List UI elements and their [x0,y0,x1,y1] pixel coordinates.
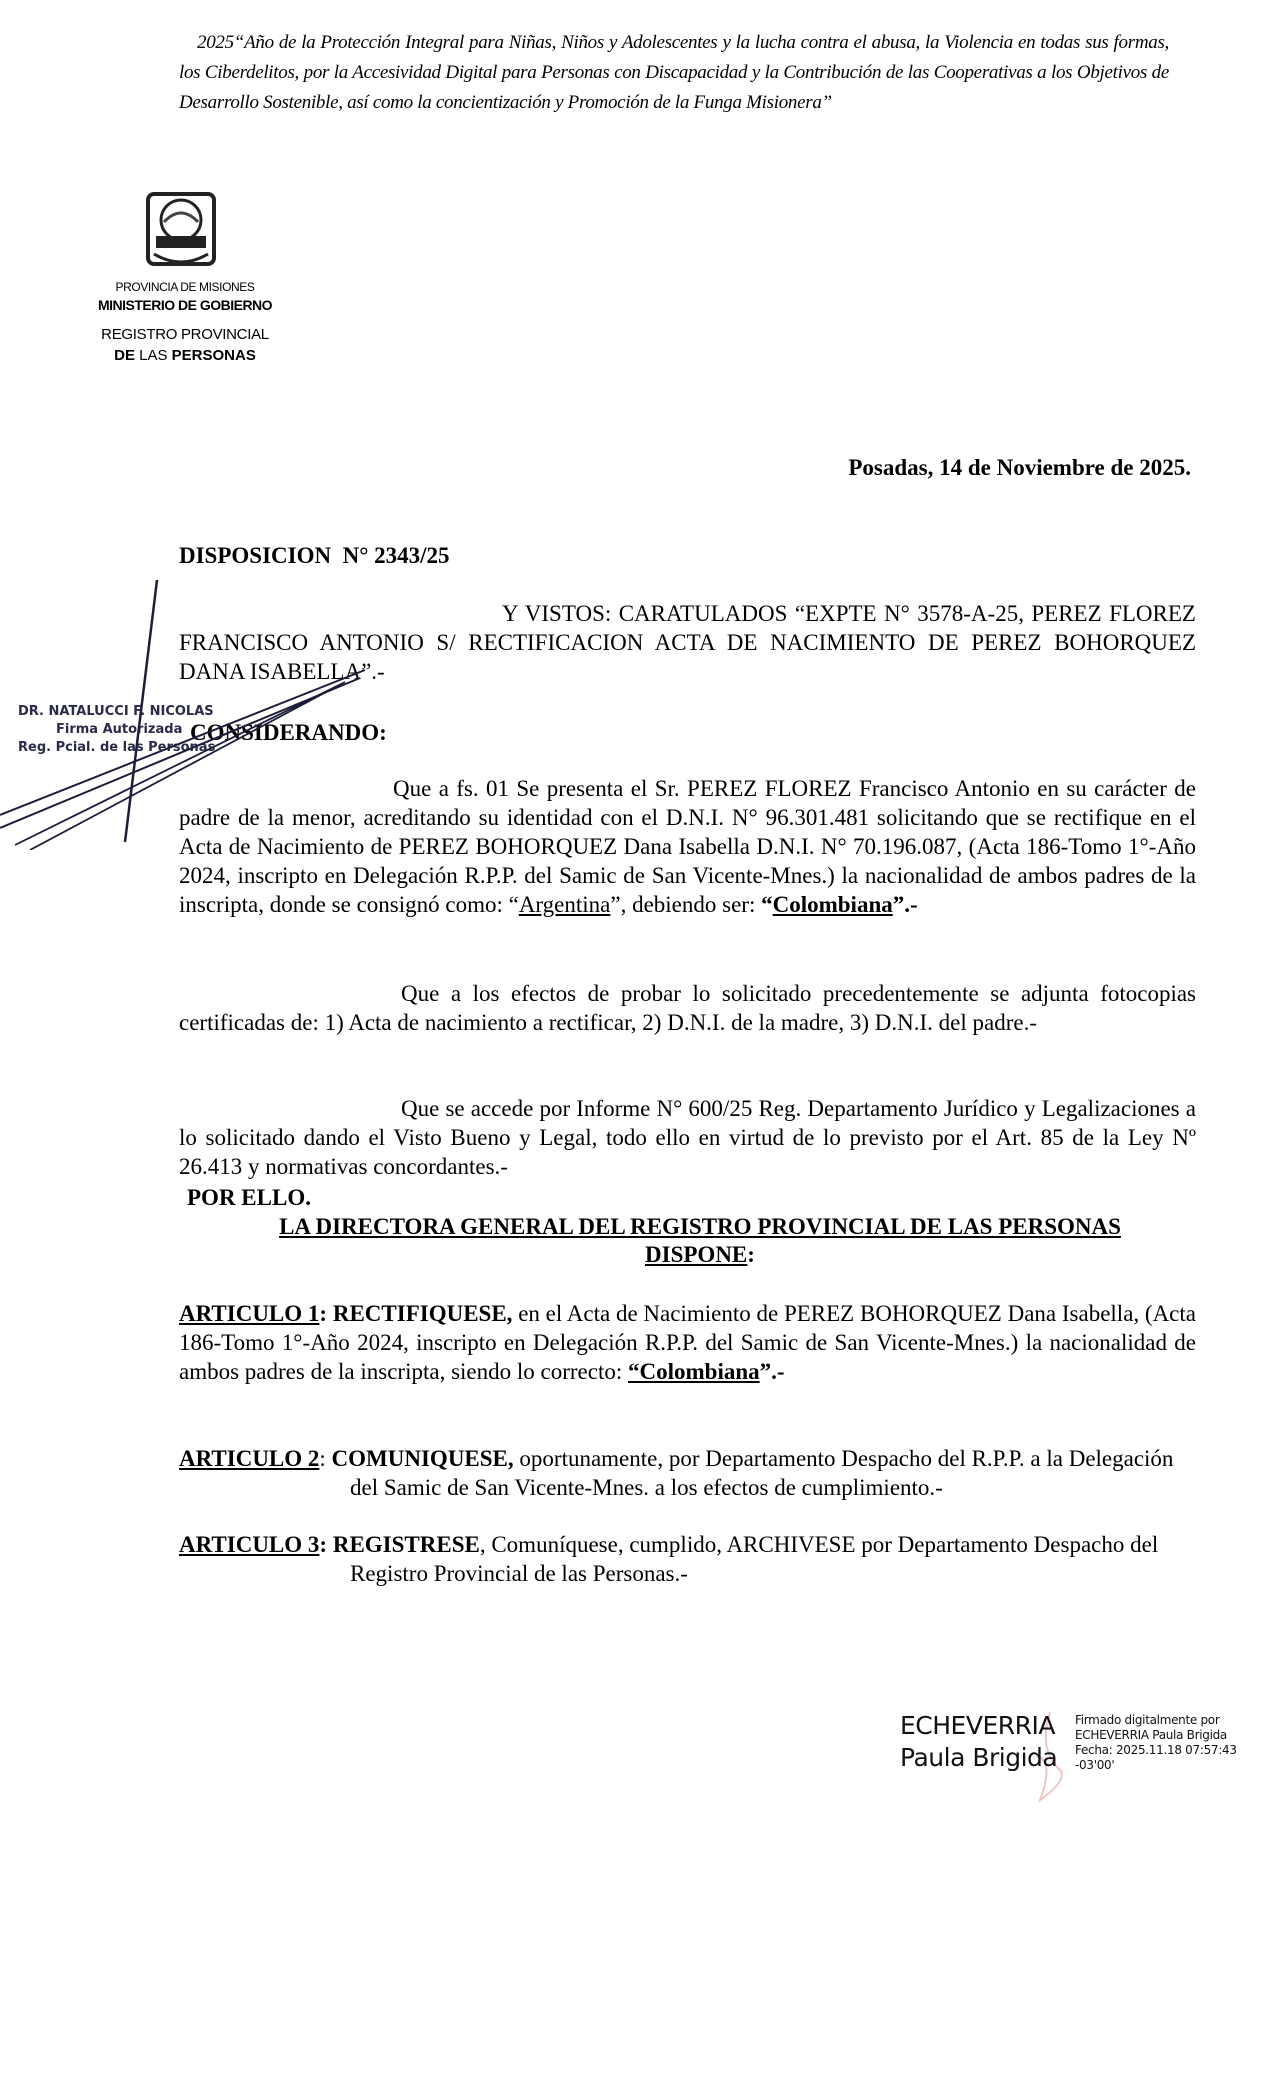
article-3 [179,1530,1196,1588]
registry-de: DE [114,347,135,364]
stamp-line-2: Firma Autorizada [56,722,183,737]
article-verb: RECTIFIQUESE, [332,1301,513,1326]
correct-nationality: Colombiana [772,892,893,917]
handwritten-signature [0,570,700,850]
directora-heading: LA DIRECTORA GENERAL DEL REGISTRO PROVINCIAL DE LAS PERSONAS [279,1214,1121,1239]
signer-given-name: Paula Brigida [900,1743,1058,1772]
dispone-heading [200,1240,1200,1269]
article-label: ARTICULO 2 [179,1446,320,1471]
stamp-line-1: DR. NATALUCCI F. NICOLAS [18,704,214,719]
considerando-heading: CONSIDERANDO: [190,720,387,745]
registry-personas: PERSONAS [171,347,256,364]
article-label: ARTICULO 3 [179,1532,320,1557]
article-2 [179,1444,1196,1502]
signature-meta-1: Firmado digitalmente por [1075,1713,1220,1727]
article-verb: REGISTRESE [332,1532,480,1557]
article-sep: : [319,1446,332,1471]
article-1 [179,1299,1196,1386]
article-sep: : [319,1532,333,1557]
header-motto [179,28,1169,118]
dispone-colon: : [747,1242,755,1267]
signer-surname: ECHEVERRIA [900,1711,1055,1740]
stamp-line-3: Reg. Pcial. de las Personas [18,740,216,755]
motto-text: 2025“Año de la Protección Integral para Niñas, Niños y Adolescentes y la lucha contra el abusa, la Violencia en todas sus formas, los Ciberdelitos, por la Accesividad Digital para Personas con Discapacidad y la Contribución de las Cooperativas a los Objetivos de Desarrollo Sostenible, así como la concientización y Promoción de la Funga Misionera” [179,32,1169,113]
article-text: oportunamente, por Departamento Despacho del R.P.P. a la Delegación del Samic de San Vicente-Mnes. a los efectos de cumplimiento.- [350,1446,1174,1500]
registry-las: LAS [134,347,172,364]
para1-mid: ”, debiendo ser: [610,892,762,917]
article-end: ”.- [759,1359,785,1384]
signature-meta-3: Fecha: 2025.11.18 07:57:43 [1075,1743,1237,1757]
article-text: en el Acta de Nacimiento de PEREZ BOHORQUEZ Dana Isabella, (Acta 186-Tomo 1°-Año 2024, inscripto en Delegación R.P.P. del Samic de San Vicente-Mnes.) la nacionalidad de ambos padres de la inscripta, siendo lo correcto: [179,1301,1196,1384]
por-ello-label: POR ELLO. [187,1185,311,1210]
vistos-paragraph: Y VISTOS: CARATULADOS “EXPTE N° 3578-A-25, PEREZ FLOREZ FRANCISCO ANTONIO S/ RECTIFICACION ACTA DE NACIMIENTO DE PEREZ BOHORQUEZ DANA ISABELLA”.- [179,601,1196,684]
signer-name [900,1710,1057,1774]
signature-meta-4: -03'00' [1075,1758,1115,1772]
wrong-nationality: Argentina [518,892,611,917]
article-sep: : [319,1301,333,1326]
article-text: , Comuníquese, cumplido, ARCHIVESE por Departamento Despacho del Registro Provincial de las Personas.- [350,1532,1159,1586]
article-value: “Colombiana [628,1359,760,1384]
para1-text: Que a fs. 01 Se presenta el Sr. PEREZ FLOREZ Francisco Antonio en su carácter de padre de la menor, acreditando su identidad con el D.N.I. N° 96.301.481 solicitando que se rectifique en el Acta de Nacimiento de PEREZ BOHORQUEZ Dana Isabella D.N.I. N° 70.196.087, (Acta 186-Tomo 1°-Año 2024, inscripto en Delegación R.P.P. del Samic de San Vicente-Mnes.) la nacionalidad de ambos padres de la inscripta, donde se consignó como: “ [179,776,1196,917]
document-date: Posadas, 14 de Noviembre de 2025. [848,455,1191,480]
signature-metadata [1075,1713,1237,1773]
considerando-paragraph-3: Que se accede por Informe N° 600/25 Reg. Departamento Jurídico y Legalizaciones a lo solicitado dando el Visto Bueno y Legal, todo ello en virtud de lo previsto por el Art. 85 de la Ley Nº 26.413 y normativas concordantes.- [179,1096,1196,1179]
para1-quote: “ [761,892,773,917]
province-coat-of-arms-logo [142,190,220,272]
ministry-label: MINISTERIO DE GOBIERNO [97,297,273,313]
registry-label-2 [60,347,310,364]
province-label: PROVINCIA DE MISIONES [115,280,255,294]
dispone-text: DISPONE [645,1242,748,1267]
registry-label: REGISTRO PROVINCIAL [101,326,269,343]
signature-meta-2: ECHEVERRIA Paula Brigida [1075,1728,1227,1742]
disposition-title: DISPOSICION N° 2343/25 [179,543,450,568]
considerando-paragraph-2: Que a los efectos de probar lo solicitado precedentemente se adjunta fotocopias certificadas de: 1) Acta de nacimiento a rectificar, 2) D.N.I. de la madre, 3) D.N.I. del padre.- [179,981,1196,1035]
article-label: ARTICULO 1 [179,1301,320,1326]
article-verb: COMUNIQUESE, [331,1446,514,1471]
para1-end: ”.- [892,892,918,917]
